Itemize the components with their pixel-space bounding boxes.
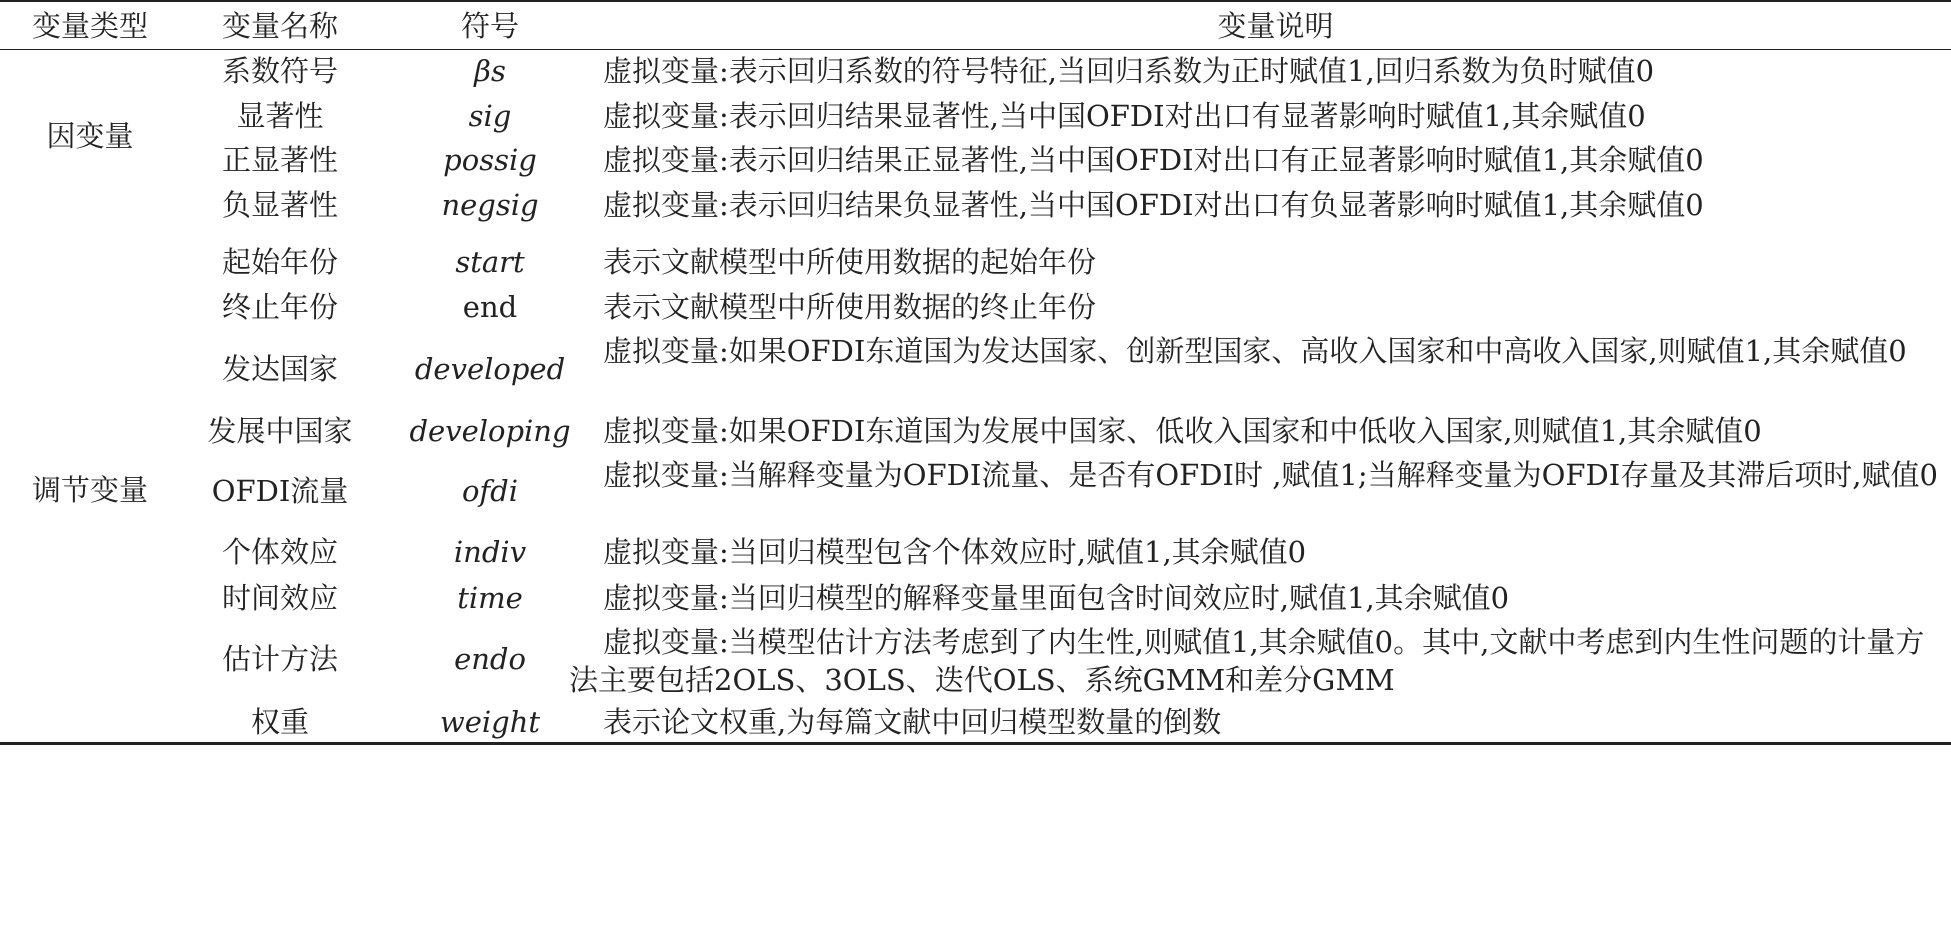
row-symbol: βs	[474, 54, 506, 88]
row-name: 负显著性	[221, 188, 338, 222]
row-name: 发展中国家	[207, 414, 353, 448]
row-description: 虚拟变量:当模型估计方法考虑到了内生性,则赋值1,其余赋值0。其中,文献中考虑到内生性问题的计量方法主要包括2OLS、3OLS、迭代OLS、系统GMM和差分GMM	[569, 625, 1925, 697]
row-description: 虚拟变量:当回归模型包含个体效应时,赋值1,其余赋值0	[603, 535, 1307, 569]
row-symbol: weight	[439, 705, 541, 739]
group-moderator: 调节变量	[31, 473, 148, 507]
header-description: 变量说明	[1217, 9, 1334, 43]
group-dependent: 因变量	[46, 119, 134, 153]
row-name: 估计方法	[221, 642, 338, 676]
row-description: 虚拟变量:如果OFDI东道国为发达国家、创新型国家、高收入国家和中高收入国家,则赋值1,其余赋值0	[603, 334, 1907, 368]
row-symbol: possig	[443, 143, 537, 177]
row-symbol: time	[457, 581, 523, 615]
row-description: 虚拟变量:表示回归结果负显著性,当中国OFDI对出口有负显著影响时赋值1,其余赋值0	[603, 188, 1704, 222]
row-description: 虚拟变量:表示回归结果正显著性,当中国OFDI对出口有正显著影响时赋值1,其余赋值0	[603, 143, 1704, 177]
row-name: 起始年份	[221, 245, 338, 279]
row-symbol: developing	[409, 414, 571, 448]
row-description: 虚拟变量:表示回归结果显著性,当中国OFDI对出口有显著影响时赋值1,其余赋值0	[603, 99, 1646, 133]
row-name: 正显著性	[221, 143, 338, 177]
row-name: 系数符号	[221, 54, 338, 88]
row-description: 虚拟变量:表示回归系数的符号特征,当回归系数为正时赋值1,回归系数为负时赋值0	[603, 54, 1655, 88]
header-rule	[0, 49, 1951, 50]
row-symbol: endo	[454, 642, 526, 676]
header-type: 变量类型	[31, 9, 148, 43]
header-symbol: 符号	[460, 9, 519, 43]
row-name: 权重	[250, 705, 309, 739]
row-name: 个体效应	[221, 535, 338, 569]
row-description: 虚拟变量:如果OFDI东道国为发展中国家、低收入国家和中低收入国家,则赋值1,其余赋值0	[603, 414, 1762, 448]
bottom-rule	[0, 742, 1951, 745]
header-name: 变量名称	[221, 9, 338, 43]
row-name: 终止年份	[221, 290, 338, 324]
row-name: 发达国家	[221, 352, 338, 386]
top-rule	[0, 0, 1951, 2]
row-symbol: indiv	[453, 535, 527, 569]
row-symbol: end	[462, 290, 518, 324]
row-symbol: developed	[414, 352, 566, 386]
row-symbol: start	[455, 245, 525, 279]
row-description: 表示文献模型中所使用数据的终止年份	[603, 290, 1097, 324]
row-description: 表示论文权重,为每篇文献中回归模型数量的倒数	[603, 705, 1222, 739]
row-symbol: ofdi	[461, 474, 519, 508]
row-name: 时间效应	[221, 581, 338, 615]
row-description: 虚拟变量:当解释变量为OFDI流量、是否有OFDI时 ,赋值1;当解释变量为OFDI存量及其滞后项时,赋值0	[603, 458, 1938, 492]
row-symbol: sig	[468, 99, 512, 133]
row-description: 虚拟变量:当回归模型的解释变量里面包含时间效应时,赋值1,其余赋值0	[603, 581, 1510, 615]
row-name: OFDI流量	[211, 474, 349, 508]
row-name: 显著性	[236, 99, 324, 133]
row-description: 表示文献模型中所使用数据的起始年份	[603, 245, 1097, 279]
row-symbol: negsig	[441, 188, 539, 222]
